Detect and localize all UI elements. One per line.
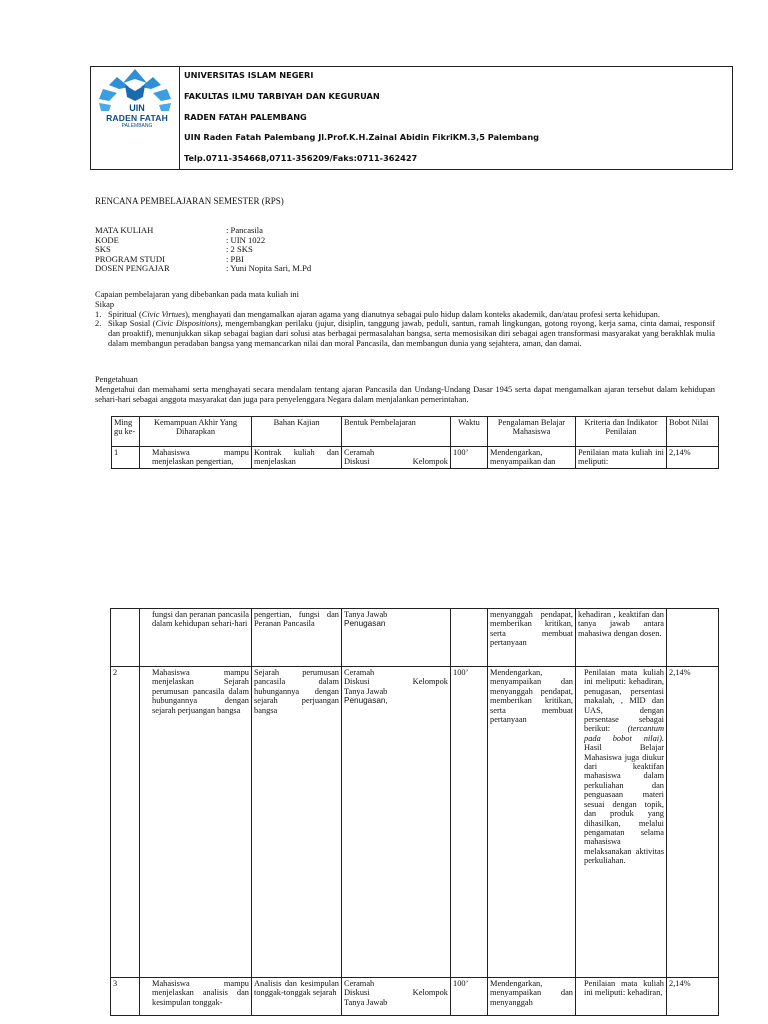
university-logo — [91, 67, 179, 169]
time-cell: 100’ — [451, 667, 488, 978]
header-line: Telp.0711-354668,0711-356209/Faks:0711-362427 — [184, 153, 418, 164]
meta-value: : 2 SKS — [226, 244, 253, 255]
material-cell: Sejarah perumusan pancasila dalam hubungannya dengan sejarah perjuangan bangsa — [252, 667, 342, 978]
header-cell: Pengalaman Belajar Mahasiswa — [488, 417, 576, 447]
table-row — [111, 609, 719, 667]
time-cell: 100’ — [451, 447, 488, 469]
criteria-cell — [576, 667, 667, 978]
header-cell: Bahan Kajian — [252, 417, 342, 447]
weight-cell: 2,14% — [667, 447, 719, 469]
course-meta — [95, 226, 311, 274]
ability-cell: fungsi dan peranan pancasila dalam kehidupan sehari-hari — [140, 609, 252, 667]
institution-info — [179, 67, 732, 169]
ability-cell: Mahasiswa mampu menjelaskan pengertian, — [140, 447, 252, 469]
table-row — [112, 447, 719, 469]
rps-table-part1 — [111, 416, 719, 469]
method-cell — [342, 667, 451, 978]
rps-table-part2 — [110, 608, 719, 1016]
text-part: Sikap Sosial ( — [108, 319, 156, 329]
material-cell: Analisis dan kesimpulan tonggak-tonggak sejarah — [252, 978, 342, 1016]
italic-term: Civic Virtues — [141, 309, 186, 319]
meta-label: MATA KULIAH — [95, 225, 154, 235]
list-text — [108, 319, 715, 348]
criteria-cell: Penilaian mata kuliah ini meliputi: kehadiran, — [576, 978, 667, 1016]
week-cell: 2 — [111, 667, 140, 978]
experience-cell: Mendengarkan, menyampaikan dan — [488, 447, 576, 469]
time-cell: 100’ — [451, 978, 488, 1016]
header-line: FAKULTAS ILMU TARBIYAH DAN KEGURUAN — [184, 90, 380, 101]
header-line: UNIVERSITAS ISLAM NEGERI — [184, 70, 314, 80]
header-line: UIN Raden Fatah Palembang Jl.Prof.K.H.Zainal Abidin FikriKM.3,5 Palembang — [184, 132, 540, 143]
week-cell: 1 — [112, 447, 140, 469]
method-line: Diskusi Kelompok — [344, 988, 448, 998]
text-part: ), menghayati dan mengamalkan ajaran agama yang dianutnya sebagai pulo hidup dalam konteks akademik, dan/atau profesi serta kehidupan. — [185, 309, 660, 319]
ability-cell: Mahasiswa mampu menjelaskan analisis dan kesimpulan tonggak- — [140, 978, 252, 1016]
letterhead — [90, 66, 733, 170]
header-line: RADEN FATAH PALEMBANG — [184, 111, 307, 122]
method-line: Diskusi Kelompok — [344, 677, 448, 687]
experience-cell: Mendengarkan, menyampaikan dan menyanggah — [488, 978, 576, 1016]
header-cell: Kriteria dan Indikator Penilaian — [576, 417, 667, 447]
cp-sikap-heading: Sikap — [95, 299, 115, 309]
italic-term: Civic Dispositions) — [155, 319, 221, 329]
cp-list — [95, 310, 715, 349]
method-cell — [342, 609, 451, 667]
criteria-cell: kehadiran , keaktifan dan tanya jawab antara mahasiwa dengan dosen. — [576, 609, 667, 667]
method-line: Penugasan, — [344, 696, 388, 706]
experience-cell: Mendengarkan, menyampaikan dan menyanggah pendapat, memberikan kritikan, serta membuat pertanyaan — [488, 667, 576, 978]
criteria-text: Hasil Belajar Mahasiswa juga diukur dari keaktifan mahasiswa dalam perkuliahan dan penguasaan materi sesuai dengan topik, dan produk yang dihasilkan, melalui pengamatan selama mahasiswa melaksanakan aktivitas perkuliahan. — [584, 743, 664, 866]
method-cell — [342, 978, 451, 1016]
meta-row — [95, 226, 311, 236]
table-row — [111, 667, 719, 978]
knowledge-text: Mengetahui dan memahami serta menghayati secara mendalam tentang ajaran Pancasila dan Undang-Undang Dasar 1945 serta dapat mengamalkan ajaran tersebut dalam kehidupan sehari-hari sebagai anggota masyarakat dan juga para penyelenggara Negara dalam menjalankan pemerintahan. — [95, 384, 715, 404]
table-row — [111, 978, 719, 1016]
meta-label: PROGRAM STUDI — [95, 253, 165, 264]
meta-value: : UIN 1022 — [226, 234, 266, 245]
meta-value: : Pancasila — [226, 225, 263, 235]
week-cell — [111, 609, 140, 667]
method-line: Tanya Jawab — [344, 686, 388, 696]
header-cell: Kemampuan Akhir Yang Diharapkan — [140, 417, 252, 447]
weight-cell — [667, 609, 719, 667]
list-number: 1. — [95, 309, 102, 319]
method-line: Ceramah — [344, 668, 375, 677]
material-cell: Kontrak kuliah dan menjelaskan — [252, 447, 342, 469]
meta-label: SKS — [95, 244, 111, 255]
header-cell: Bentuk Pembelajaran — [342, 417, 451, 447]
cp-intro: Capaian pembelajaran yang dibebankan pada mata kuliah ini — [95, 290, 299, 299]
knowledge-section — [95, 375, 715, 404]
header-cell: Bobot Nilai — [667, 417, 719, 447]
list-number: 2. — [95, 319, 102, 329]
method-line: Penugasan — [344, 619, 386, 629]
criteria-cell: Penilaian mata kuliah ini meliputi: — [576, 447, 667, 469]
document-title: RENCANA PEMBELAJARAN SEMESTER (RPS) — [95, 196, 284, 206]
learning-outcomes — [95, 290, 715, 349]
meta-label: KODE — [95, 234, 119, 245]
list-item — [95, 310, 715, 320]
experience-cell: menyanggah pendapat, memberikan kritikan, serta membuat pertanyaan — [488, 609, 576, 667]
criteria-italic: (tercantum pada bobot nilai). — [584, 724, 664, 743]
method-line: Ceramah — [344, 979, 375, 988]
week-cell: 3 — [111, 978, 140, 1016]
meta-label: DOSEN PENGAJAR — [95, 263, 170, 274]
logo-mark-text: UIN — [129, 103, 145, 113]
header-cell: Waktu — [451, 417, 488, 447]
weight-cell: 2,14% — [667, 978, 719, 1016]
text-part: Spiritual ( — [108, 309, 142, 319]
meta-row — [95, 264, 311, 274]
meta-value: : Yuni Nopita Sari, M.Pd — [226, 263, 312, 274]
logo-subname: PALEMBANG — [121, 123, 153, 129]
material-cell: pengertian, fungsi dan Peranan Pancasila — [252, 609, 342, 667]
weight-cell: 2,14% — [667, 667, 719, 978]
method-line: Diskusi Kelompok — [344, 457, 448, 467]
ability-cell: Mahasiswa mampu menjelaskan Sejarah perumusan pancasila dalam hubungannya dengan sejarah perjuangan bangsa — [140, 667, 252, 978]
header-cell: Ming gu ke- — [112, 417, 140, 447]
logo-name: RADEN FATAH — [106, 113, 168, 123]
meta-row — [95, 236, 311, 246]
method-line: Tanya Jawab — [344, 997, 388, 1007]
table-header-row — [112, 417, 719, 447]
meta-value: : PBI — [226, 253, 244, 264]
list-item — [95, 319, 715, 348]
list-text — [108, 310, 715, 320]
method-line: Tanya Jawab — [344, 610, 388, 619]
time-cell — [451, 609, 488, 667]
method-line: Ceramah — [344, 448, 375, 457]
text-part: , mengembangkan perilaku (jujur, disiplin, tanggung jawab, peduli, santun, ramah lingkungan, gotong royong, kerja sama, cinta damai, responsif dan proaktif), menunjukkan sikap sebagai bagian dari solusi atas berbagai permasalahan bangsa, serta memosisikan diri sebagai agen transformasi masyarakat yang berakhlak mulia dalam membangun peradaban bangsa yang memancarkan nilai dan moral Pancasila, dan membangun dunia yang sejahtera, aman, dan damai. — [108, 319, 715, 348]
criteria-text: Penilaian mata kuliah ini meliputi: kehadiran, penugasan, persentasi makalah, , MID dan UAS, dengan persentase sebagai berikut: — [584, 668, 664, 734]
method-cell — [342, 447, 451, 469]
knowledge-heading: Pengetahuan — [95, 375, 138, 384]
